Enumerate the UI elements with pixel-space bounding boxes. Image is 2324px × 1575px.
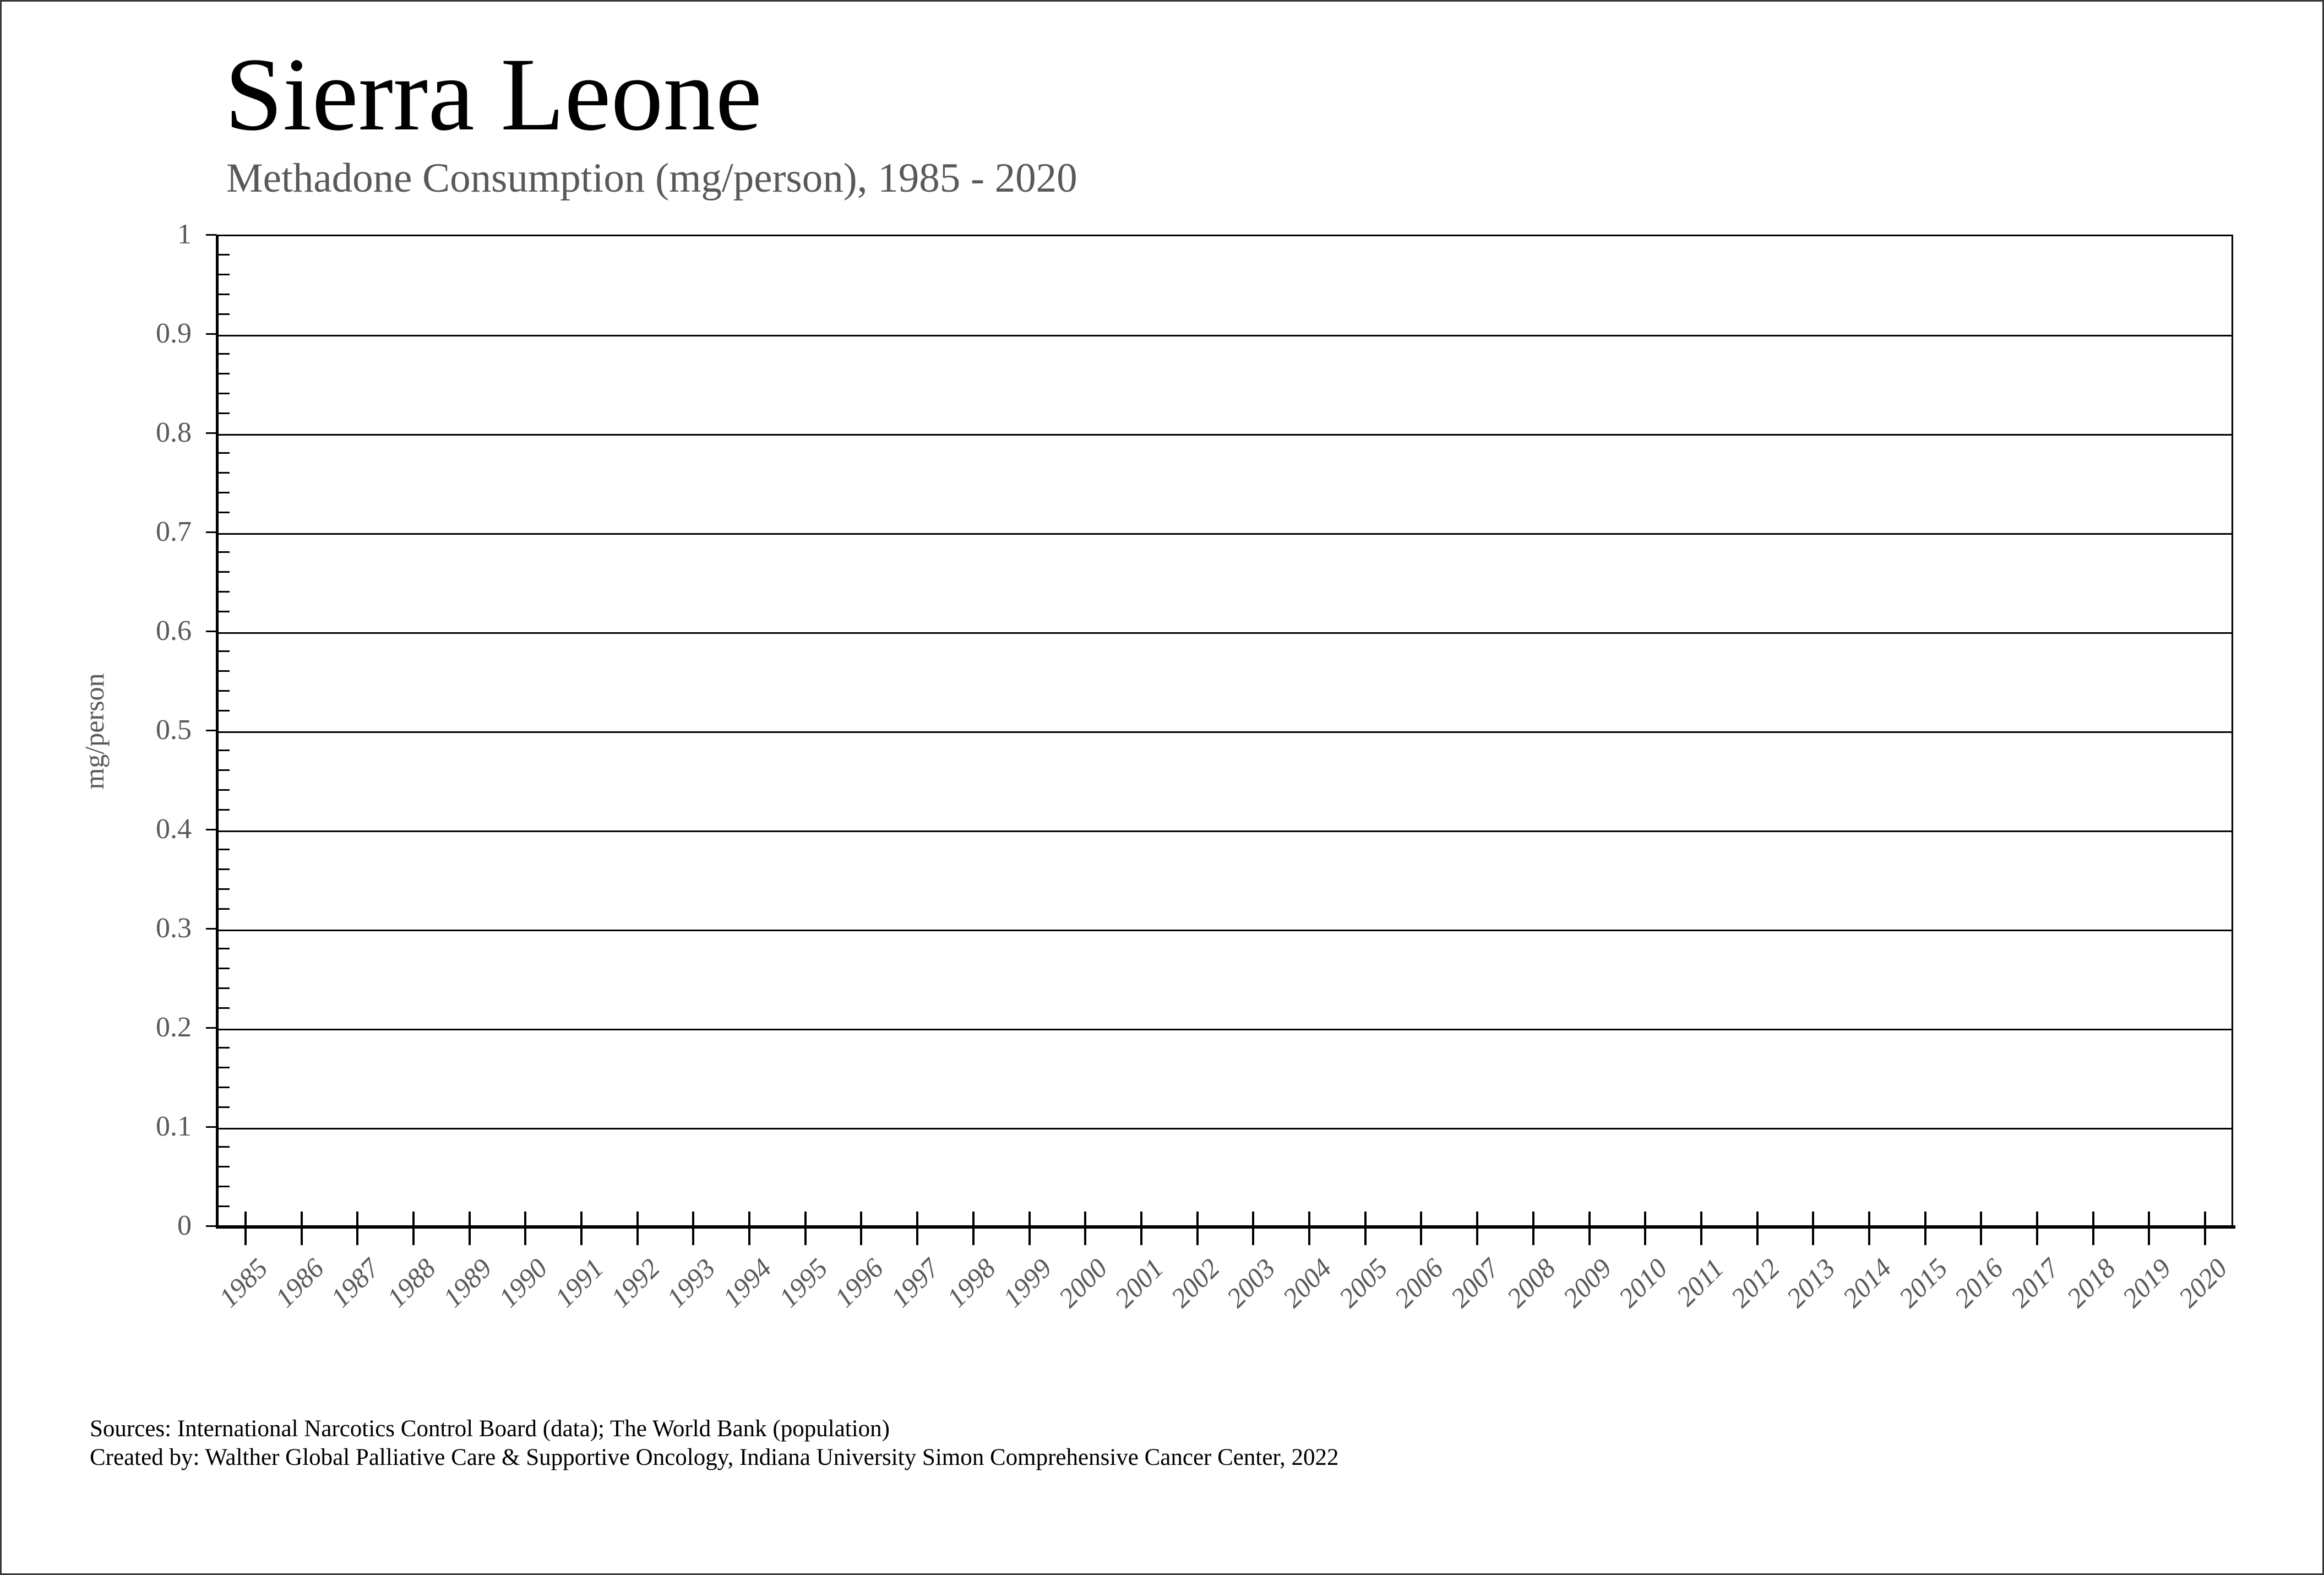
x-tick-label-text: 2000 [1052,1252,1113,1313]
y-tick-label: 0.7 [156,516,192,547]
x-tick-label-text: 2010 [1612,1252,1673,1313]
x-tick-label-text: 1988 [380,1252,442,1313]
x-tick-label-text: 2006 [1388,1252,1449,1313]
y-major-tick [206,928,216,930]
gridline [217,1029,2232,1030]
x-tick-label-text: 1996 [828,1252,889,1313]
credit-note: Created by: Walther Global Palliative Care & Supportive Oncology, Indiana University Simon Comprehensive Cancer Center, 2022 [90,1444,1339,1470]
x-tick-label-text: 2005 [1332,1252,1394,1313]
y-major-tick [206,432,216,434]
y-major-tick [206,1126,216,1128]
x-tick-label-text: 2008 [1500,1252,1561,1313]
y-major-tick [206,730,216,731]
y-major-tick [206,1225,216,1227]
x-tick-label-text: 1992 [605,1252,666,1313]
x-tick-label-text: 1987 [324,1252,385,1313]
x-tick-label-text: 2017 [2004,1252,2065,1313]
x-tick-label-text: 2014 [1836,1252,1897,1313]
y-tick-label: 0 [177,1210,192,1241]
x-tick-label-text: 2002 [1164,1252,1226,1313]
gridline [217,533,2232,535]
x-tick-label-text: 2016 [1948,1252,2009,1313]
x-tick-label-text: 2007 [1444,1252,1505,1313]
x-tick-label-text: 1989 [437,1252,498,1313]
y-tick-label: 0.4 [156,813,192,845]
x-tick-label-text: 1986 [269,1252,330,1313]
gridline [217,632,2232,634]
y-tick-label: 0.2 [156,1012,192,1043]
y-major-tick [206,234,216,236]
y-tick-label: 0.5 [156,714,192,746]
x-tick-label-text: 1990 [492,1252,553,1313]
x-tick-label-text: 2004 [1276,1252,1337,1313]
y-tick-label: 0.6 [156,615,192,647]
y-major-tick [206,531,216,533]
x-tick-label-text: 2003 [1220,1252,1281,1313]
x-axis-line [216,1225,2235,1229]
y-tick-label: 0.8 [156,417,192,448]
x-tick-label-text: 1993 [660,1252,721,1313]
source-note: Sources: International Narcotics Control Board (data); The World Bank (population) [90,1416,890,1442]
x-tick-label-text: 2001 [1108,1252,1169,1313]
x-tick-label-text: 1994 [716,1252,777,1313]
gridline [217,930,2232,931]
gridline [217,830,2232,832]
x-tick-label-text: 2013 [1780,1252,1841,1313]
plot-area [217,235,2233,1227]
x-tick-label-text: 2009 [1556,1252,1618,1313]
y-major-tick [206,631,216,632]
gridline [217,731,2232,733]
y-axis-line [216,235,219,1229]
x-tick-label-text: 1991 [548,1252,609,1313]
x-tick-label-text: 1997 [884,1252,945,1313]
y-major-tick [206,1027,216,1029]
y-tick-label: 0.1 [156,1111,192,1142]
y-major-tick [206,333,216,335]
y-tick-label: 0.9 [156,318,192,349]
x-tick-label-text: 2019 [2116,1252,2177,1313]
x-tick-label-text: 1985 [213,1252,274,1313]
x-tick-label-text: 1999 [997,1252,1058,1313]
gridline [217,434,2232,436]
y-major-tick [206,829,216,830]
x-tick-label-text: 2018 [2060,1252,2121,1313]
gridline [217,1128,2232,1129]
chart-subtitle: Methadone Consumption (mg/person), 1985 - 2020 [226,155,1077,201]
x-tick-label-text: 2020 [2172,1252,2233,1313]
x-tick-label-text: 2012 [1724,1252,1786,1313]
y-tick-label: 0.3 [156,913,192,944]
y-axis-title: mg/person [79,673,110,790]
x-tick-label-text: 1995 [772,1252,834,1313]
y-tick-label: 1 [177,219,192,250]
x-tick-label-text: 2015 [1892,1252,1953,1313]
x-tick-label-text: 1998 [940,1252,1002,1313]
chart-title: Sierra Leone [225,37,762,153]
gridline [217,335,2232,336]
x-tick-label-text: 2011 [1670,1252,1729,1312]
